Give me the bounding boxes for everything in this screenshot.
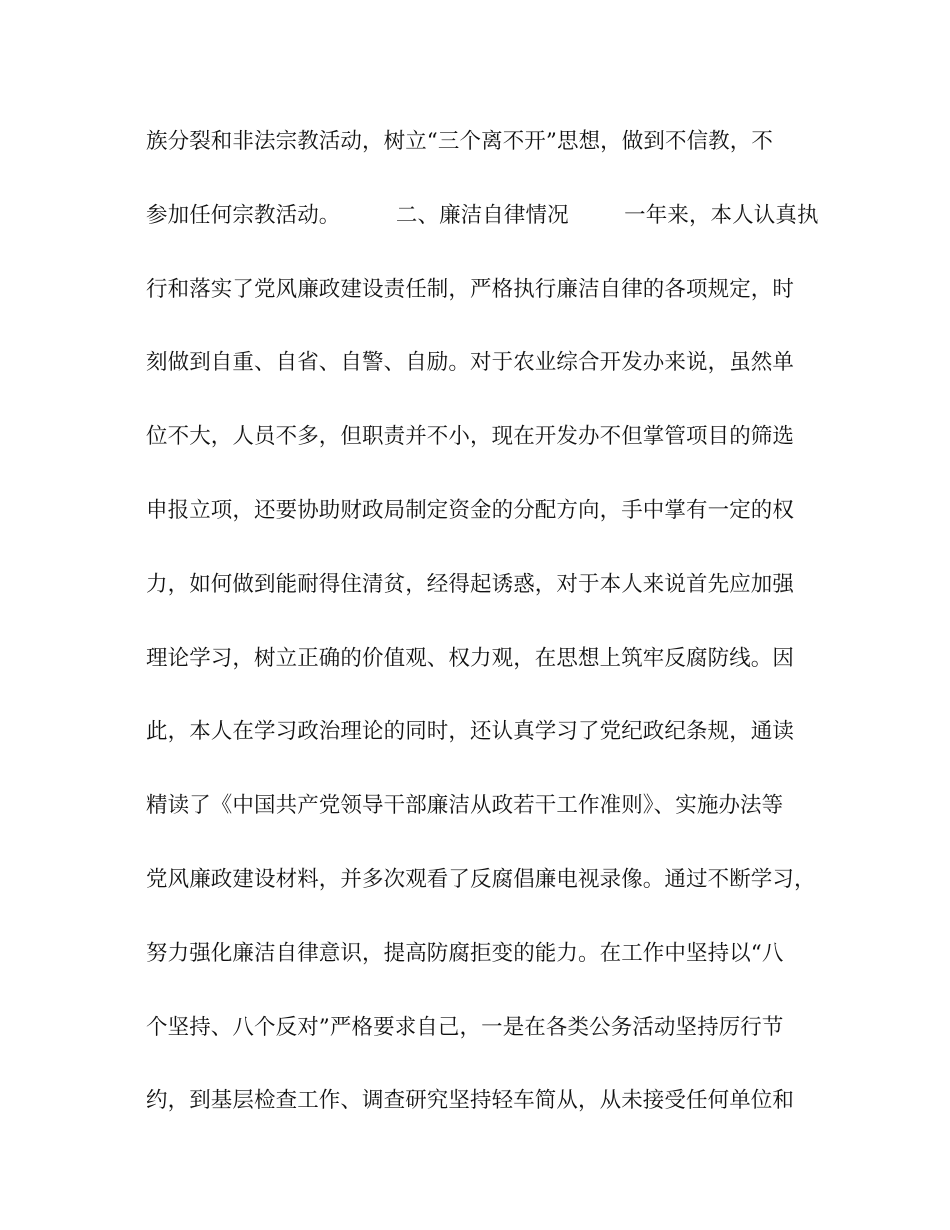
text-line: 力，如何做到能耐得住清贫，经得起诱惑，对于本人来说首先应加强 [146,571,795,597]
text-line: 此，本人在学习政治理论的同时，还认真学习了党纪政纪条规，通读 [146,719,795,745]
text-line: 申报立项，还要协助财政局制定资金的分配方向，手中掌有一定的权 [146,497,795,523]
text-line: 党风廉政建设材料，并多次观看了反腐倡廉电视录像。通过不断学习， [146,866,816,892]
text-line: 族分裂和非法宗教活动，树立“三个离不开”思想，做到不信教，不 [146,129,773,154]
text-line: 精读了《中国共产党领导干部廉洁从政若干工作准则》、实施办法等 [146,793,784,819]
text-line: 位不大，人员不多，但职责并不小，现在开发办不但掌管项目的筛选 [146,424,795,450]
text-line: 行和落实了党风廉政建设责任制，严格执行廉洁自律的各项规定，时 [146,276,795,302]
text-line: 刻做到自重、自省、自警、自励。对于农业综合开发办来说，虽然单 [146,350,795,376]
text-line: 参加任何宗教活动。 二、廉洁自律情况 一年来，本人认真执 [146,202,819,228]
text-line: 努力强化廉洁自律意识，提高防腐拒变的能力。在工作中坚持以“八 [146,940,784,966]
text-line: 个坚持、八个反对”严格要求自己，一是在各类公务活动坚持厉行节 [146,1014,784,1040]
text-line: 约，到基层检查工作、调查研究坚持轻车简从，从未接受任何单位和 [146,1088,795,1114]
body-text [146,122,819,1155]
text-line: 理论学习，树立正确的价值观、权力观，在思想上筑牢反腐防线。因 [146,645,795,671]
